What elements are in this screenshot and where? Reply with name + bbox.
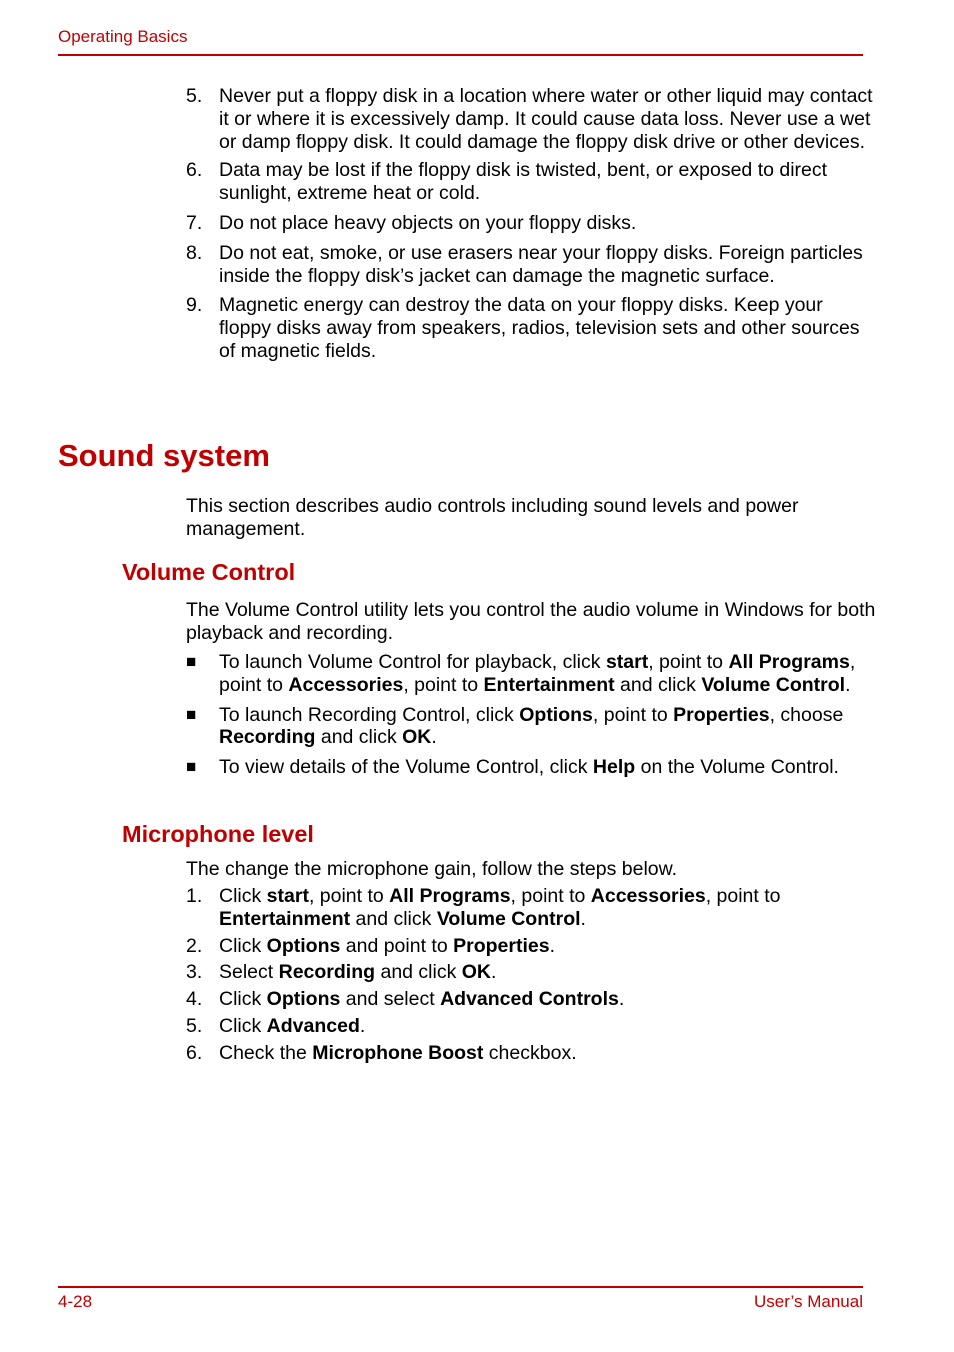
text-run: . [359,1014,366,1037]
list-number: 2. [186,934,203,957]
text-run: Do not eat, smoke, or use erasers near your floppy disks. Foreign particles inside the floppy disk’s jacket can damage the magnetic surface. [219,241,863,287]
subsection-title-volume-control: Volume Control [122,559,296,585]
bullet-icon: ■ [186,704,197,724]
text-run: Click [219,1014,267,1037]
list-number: 8. [186,241,203,264]
list-text [219,242,863,287]
text-run: and click [350,907,437,930]
bold-term: Accessories [288,673,404,696]
text-run: To view details of the Volume Control, click [219,756,593,779]
text-run: , point to [308,885,390,907]
list-text [219,1015,365,1037]
subsection-title-microphone-level: Microphone level [122,821,314,847]
list-item [186,159,876,205]
mic-steps-list [186,885,876,1065]
text-run: . [618,988,625,1011]
bold-term: start [266,885,309,907]
text-run: and point to [340,934,454,957]
bold-term: Entertainment [483,673,615,696]
text-run: , point to [648,651,729,673]
list-text [219,212,636,234]
list-item [186,961,876,984]
bold-term: Options [519,703,593,726]
bold-term: OK [402,726,432,749]
list-text [219,651,855,696]
list-text [219,988,624,1010]
text-run: , point to [510,885,591,907]
list-item [186,704,876,750]
bold-term: start [605,651,649,673]
bold-term: All Programs [389,885,511,907]
bold-term: Advanced Controls [440,988,619,1011]
text-run: To launch Volume Control for playback, click [219,651,606,673]
list-item [186,935,876,958]
list-item [186,885,876,931]
bold-term: Microphone Boost [312,1041,484,1064]
list-item [186,1015,876,1038]
list-item [186,242,876,288]
bold-term: Help [592,756,636,779]
page-number: 4-28 [58,1292,93,1311]
bold-term: Entertainment [219,907,351,930]
bold-term: Recording [219,726,316,749]
bold-term: Options [266,988,341,1011]
list-number: 6. [186,159,203,182]
text-run: Do not place heavy objects on your floppy disks. [219,211,637,234]
text-run: and select [340,988,441,1011]
header-rule [58,54,863,56]
sound-intro: This section describes audio controls including sound levels and power management. [186,495,799,540]
bold-term: Properties [673,703,770,726]
section-title-sound-system: Sound system [58,438,270,473]
text-run: Click [219,988,267,1011]
text-run: , point to [592,703,674,726]
mic-intro: The change the microphone gain, follow the steps below. [186,858,678,880]
bold-term: Options [266,934,341,957]
text-run: . [845,673,851,696]
text-run: Click [219,885,267,907]
bold-term: Advanced [266,1014,360,1037]
list-text [219,885,781,930]
bold-term: OK [461,961,492,984]
text-run: on the Volume Control. [635,756,839,779]
list-text [219,294,860,362]
bold-term: Volume Control [701,673,846,696]
list-text [219,961,496,983]
bold-term: Accessories [590,885,706,907]
bold-term: Recording [278,961,376,984]
list-number: 5. [186,1014,203,1037]
text-run: Never put a floppy disk in a location where water or other liquid may contact it or where it is excessively damp. It could cause data loss. Never use a wet or damp floppy disk. It could damage the floppy disk drive or other devices. [219,85,873,153]
list-item [186,85,876,153]
list-text [219,159,827,204]
text-run: checkbox. [483,1041,577,1064]
text-run: Magnetic energy can destroy the data on your floppy disks. Keep your floppy disks away from speakers, radios, television sets and other sources of magnetic fields. [219,294,860,362]
text-run: and click [614,673,702,696]
list-number: 9. [186,294,203,317]
list-text [219,756,839,778]
text-run: To launch Recording Control, click [219,703,520,726]
list-text [219,85,873,153]
bullet-icon: ■ [186,757,197,777]
list-text [219,1042,577,1064]
text-run: . [491,961,497,984]
floppy-precautions-list [186,85,876,363]
bold-term: All Programs [728,651,850,673]
list-number: 7. [186,211,203,234]
list-text [219,935,555,957]
list-number: 1. [186,885,203,907]
running-header: Operating Basics [58,27,188,46]
footer-rule [58,1286,863,1288]
text-run: , point to [705,885,781,907]
bold-term: Properties [453,934,550,957]
volume-bullets [186,651,876,779]
list-item [186,294,876,362]
text-run: Click [219,934,267,957]
text-run: , point to [219,651,856,696]
text-run: . [580,907,586,930]
list-item [186,212,876,235]
list-number: 5. [186,85,203,107]
text-run: , choose [769,703,844,726]
volume-intro: The Volume Control utility lets you control the audio volume in Windows for both playback and recording. [186,599,876,644]
list-text [219,704,843,749]
list-number: 4. [186,988,203,1011]
text-run: Select [219,961,279,984]
text-run: and click [375,961,462,984]
text-run: . [549,934,555,957]
text-run: Check the [219,1041,313,1064]
text-run: . [431,726,437,749]
bold-term: Volume Control [436,907,581,930]
list-number: 6. [186,1041,203,1064]
list-item [186,988,876,1011]
list-number: 3. [186,961,203,984]
manual-title: User’s Manual [754,1292,863,1311]
list-item [186,1042,876,1065]
list-item [186,756,876,779]
list-item [186,651,876,697]
text-run: , point to [403,673,484,696]
text-run: Data may be lost if the floppy disk is twisted, bent, or exposed to direct sunlight, extreme heat or cold. [219,159,828,205]
bullet-icon: ■ [186,652,197,671]
text-run: and click [315,726,403,749]
